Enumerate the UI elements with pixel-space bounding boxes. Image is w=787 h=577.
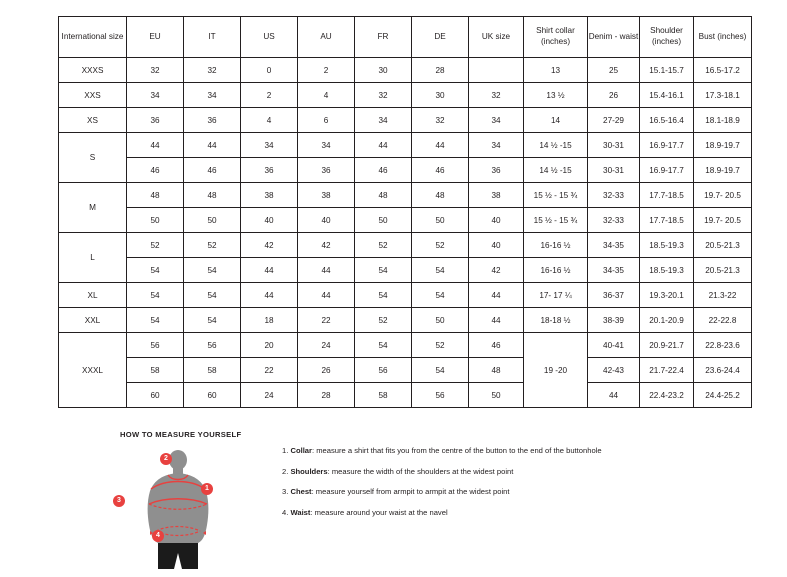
data-cell: 44 [469,308,524,333]
column-header: Bust (inches) [694,17,752,58]
measure-instruction-item [282,468,602,476]
data-cell: 16.9-17.7 [640,158,694,183]
data-cell: 36 [241,158,298,183]
data-cell: 19.3-20.1 [640,283,694,308]
data-cell: 54 [184,283,241,308]
table-header-row [59,17,752,58]
mannequin-illustration [120,447,240,572]
data-cell: 21.7-22.4 [640,358,694,383]
table-row [59,283,752,308]
data-cell: 14 [524,108,588,133]
data-cell: 22.8-23.6 [694,333,752,358]
international-size-cell: XXXL [59,333,127,408]
data-cell: 44 [298,258,355,283]
data-cell: 48 [355,183,412,208]
data-cell: 34 [469,133,524,158]
data-cell: 18.9-19.7 [694,158,752,183]
data-cell: 18.5-19.3 [640,233,694,258]
data-cell: 19.7- 20.5 [694,183,752,208]
international-size-cell: M [59,183,127,233]
data-cell: 46 [355,158,412,183]
data-cell: 54 [355,283,412,308]
data-cell: 18.5-19.3 [640,258,694,283]
data-cell: 25 [588,58,640,83]
international-size-cell: S [59,133,127,183]
data-cell: 30-31 [588,133,640,158]
column-header: Shirt collar (inches) [524,17,588,58]
data-cell [469,58,524,83]
column-header: AU [298,17,355,58]
data-cell: 40 [298,208,355,233]
data-cell: 34 [298,133,355,158]
data-cell: 22-22.8 [694,308,752,333]
data-cell: 34 [184,83,241,108]
table-row [59,383,752,408]
data-cell: 32 [412,108,469,133]
column-header: EU [127,17,184,58]
data-cell: 30 [355,58,412,83]
data-cell: 16-16 ½ [524,258,588,283]
data-cell: 22 [241,358,298,383]
data-cell: 56 [412,383,469,408]
data-cell: 56 [184,333,241,358]
table-row [59,233,752,258]
data-cell: 32 [469,83,524,108]
measure-item-text: : measure the width of the shoulders at the widest point [327,466,514,476]
how-to-measure-body [117,446,740,572]
data-cell: 4 [298,83,355,108]
data-cell: 40 [469,208,524,233]
international-size-cell: XXS [59,83,127,108]
data-cell: 54 [355,258,412,283]
data-cell: 23.6-24.4 [694,358,752,383]
measure-instructions-list [240,447,602,529]
data-cell: 17- 17 ¼ [524,283,588,308]
data-cell: 58 [355,383,412,408]
data-cell: 46 [469,333,524,358]
table-row [59,158,752,183]
data-cell: 30-31 [588,158,640,183]
table-row [59,83,752,108]
data-cell: 18.1-18.9 [694,108,752,133]
data-cell: 34 [241,133,298,158]
measure-item-text: : measure yourself from armpit to armpit at the widest point [311,487,510,497]
table-row [59,358,752,383]
data-cell: 16.9-17.7 [640,133,694,158]
data-cell: 34-35 [588,258,640,283]
measure-item-number: 2. [282,466,289,476]
data-cell: 50 [412,308,469,333]
measure-item-text: : measure a shirt that fits you from the centre of the button to the end of the buttonhole [312,446,602,455]
data-cell: 44 [184,133,241,158]
measure-item-label: Chest [290,487,312,497]
table-row [59,308,752,333]
data-cell: 54 [412,283,469,308]
data-cell: 14 ½ -15 [524,158,588,183]
data-cell: 32-33 [588,208,640,233]
data-cell: 2 [241,83,298,108]
size-chart-table [58,16,752,408]
data-cell: 18.9-19.7 [694,133,752,158]
data-cell: 26 [298,358,355,383]
data-cell: 32 [184,58,241,83]
column-header: DE [412,17,469,58]
data-cell: 4 [241,108,298,133]
data-cell: 32-33 [588,183,640,208]
data-cell: 46 [184,158,241,183]
measure-item-label: Collar [290,446,312,455]
column-header: Shoulder (inches) [640,17,694,58]
data-cell: 44 [412,133,469,158]
data-cell: 38 [298,183,355,208]
data-cell: 54 [127,258,184,283]
table-body [59,58,752,408]
international-size-cell: XXXS [59,58,127,83]
data-cell: 60 [127,383,184,408]
data-cell: 40-41 [588,333,640,358]
data-cell: 42-43 [588,358,640,383]
data-cell: 36 [184,108,241,133]
data-cell: 56 [355,358,412,383]
column-header: International size [59,17,127,58]
data-cell: 34-35 [588,233,640,258]
data-cell: 50 [184,208,241,233]
data-cell: 20 [241,333,298,358]
data-cell: 42 [241,233,298,258]
data-cell: 22 [298,308,355,333]
data-cell: 16.5-17.2 [694,58,752,83]
data-cell: 40 [469,233,524,258]
body-figure [117,447,240,572]
measure-item-label: Waist [290,507,311,517]
data-cell: 17.7-18.5 [640,183,694,208]
data-cell: 19.7- 20.5 [694,208,752,233]
measure-item-text: : measure around your waist at the navel [310,507,448,517]
data-cell: 48 [469,358,524,383]
measure-item-number: 4. [282,507,289,517]
data-cell: 18 [241,308,298,333]
data-cell: 20.9-21.7 [640,333,694,358]
data-cell: 48 [184,183,241,208]
column-header: IT [184,17,241,58]
data-cell: 52 [355,308,412,333]
marker-4: 4 [152,530,164,542]
data-cell: 17.7-18.5 [640,208,694,233]
data-cell: 44 [241,258,298,283]
data-cell: 2 [298,58,355,83]
data-cell: 27-29 [588,108,640,133]
table-row [59,208,752,233]
international-size-cell: XXL [59,308,127,333]
how-to-measure-title: HOW TO MEASURE YOURSELF [120,430,242,439]
international-size-cell: L [59,233,127,283]
data-cell: 54 [184,308,241,333]
data-cell: 52 [184,233,241,258]
data-cell: 54 [127,308,184,333]
data-cell: 16.5-16.4 [640,108,694,133]
data-cell: 19 -20 [524,333,588,408]
column-header: US [241,17,298,58]
data-cell: 0 [241,58,298,83]
data-cell: 54 [355,333,412,358]
data-cell: 22.4-23.2 [640,383,694,408]
data-cell: 16-16 ½ [524,233,588,258]
international-size-cell: XS [59,108,127,133]
data-cell: 13 [524,58,588,83]
data-cell: 24.4-25.2 [694,383,752,408]
marker-1: 1 [201,483,213,495]
data-cell: 30 [412,83,469,108]
data-cell: 38-39 [588,308,640,333]
table-row [59,58,752,83]
data-cell: 14 ½ -15 [524,133,588,158]
measure-item-label: Shoulders [290,466,328,476]
data-cell: 48 [127,183,184,208]
international-size-cell: XL [59,283,127,308]
data-cell: 52 [355,233,412,258]
table-row [59,108,752,133]
data-cell: 44 [241,283,298,308]
data-cell: 50 [355,208,412,233]
data-cell: 38 [241,183,298,208]
data-cell: 52 [412,233,469,258]
data-cell: 32 [355,83,412,108]
data-cell: 46 [127,158,184,183]
data-cell: 58 [127,358,184,383]
data-cell: 56 [127,333,184,358]
data-cell: 34 [127,83,184,108]
data-cell: 36 [127,108,184,133]
data-cell: 38 [469,183,524,208]
data-cell: 44 [469,283,524,308]
how-to-measure-section [117,430,740,572]
data-cell: 32 [127,58,184,83]
table-row [59,258,752,283]
measure-item-number: 3. [282,487,289,497]
data-cell: 20.5-21.3 [694,233,752,258]
data-cell: 54 [412,358,469,383]
data-cell: 44 [127,133,184,158]
data-cell: 20.1-20.9 [640,308,694,333]
data-cell: 15.4-16.1 [640,83,694,108]
table-header [59,17,752,58]
measure-instruction-item [282,447,602,455]
data-cell: 52 [412,333,469,358]
measure-instruction-item [282,509,602,517]
column-header: UK size [469,17,524,58]
data-cell: 17.3-18.1 [694,83,752,108]
table-row [59,333,752,358]
data-cell: 18-18 ½ [524,308,588,333]
data-cell: 24 [298,333,355,358]
data-cell: 44 [588,383,640,408]
marker-2: 2 [160,453,172,465]
data-cell: 36-37 [588,283,640,308]
data-cell: 28 [298,383,355,408]
data-cell: 50 [469,383,524,408]
table-row [59,183,752,208]
data-cell: 52 [127,233,184,258]
data-cell: 48 [412,183,469,208]
data-cell: 34 [355,108,412,133]
data-cell: 40 [241,208,298,233]
data-cell: 15 ½ - 15 ¾ [524,208,588,233]
data-cell: 13 ½ [524,83,588,108]
data-cell: 21.3-22 [694,283,752,308]
data-cell: 36 [298,158,355,183]
data-cell: 58 [184,358,241,383]
data-cell: 6 [298,108,355,133]
data-cell: 54 [412,258,469,283]
column-header: FR [355,17,412,58]
data-cell: 50 [412,208,469,233]
data-cell: 36 [469,158,524,183]
marker-3: 3 [113,495,125,507]
data-cell: 26 [588,83,640,108]
data-cell: 15 ½ - 15 ¾ [524,183,588,208]
data-cell: 54 [184,258,241,283]
data-cell: 46 [412,158,469,183]
data-cell: 42 [298,233,355,258]
data-cell: 60 [184,383,241,408]
data-cell: 34 [469,108,524,133]
data-cell: 44 [298,283,355,308]
data-cell: 20.5-21.3 [694,258,752,283]
data-cell: 54 [127,283,184,308]
data-cell: 15.1-15.7 [640,58,694,83]
data-cell: 50 [127,208,184,233]
table-row [59,133,752,158]
measure-item-number: 1. [282,446,289,455]
data-cell: 44 [355,133,412,158]
data-cell: 24 [241,383,298,408]
column-header: Denim - waist [588,17,640,58]
data-cell: 28 [412,58,469,83]
data-cell: 42 [469,258,524,283]
measure-instruction-item [282,488,602,496]
